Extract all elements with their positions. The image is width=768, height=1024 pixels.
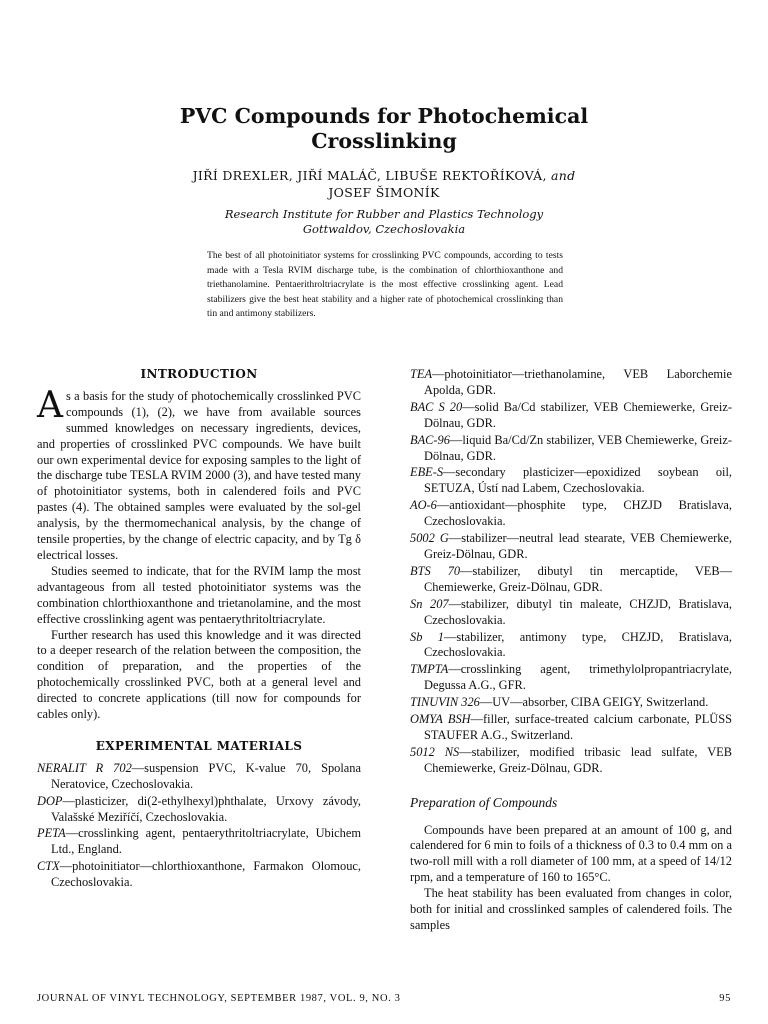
material-item (410, 597, 732, 629)
material-name: BAC S 20 (410, 399, 463, 414)
material-item (410, 695, 732, 711)
preparation-heading: Preparation of Compounds (410, 794, 558, 810)
material-name: PETA (37, 826, 66, 841)
authors-line2: JOSEF ŠIMONÍK (328, 185, 440, 200)
material-item (410, 630, 732, 662)
material-name: TINUVIN 326 (410, 695, 480, 710)
intro-paragraph-1 (37, 384, 361, 564)
material-item (410, 564, 732, 596)
introduction-heading: INTRODUCTION (140, 367, 258, 381)
drop-cap: A (37, 384, 63, 426)
page-number: 95 (719, 993, 731, 1004)
material-name: BAC-96 (410, 432, 450, 447)
material-desc: —stabilizer, modified tribasic lead sulfate, VEB Chemiewerke, Greiz-Dölnau, GDR. (424, 744, 732, 775)
preparation-paragraph-1: Compounds have been prepared at an amount of 100 g, and calendered for 6 min to foils of a thickness of 0.3 to 0.4 mm on a two-roll mill with a roll diameter of 100 mm, at a speed of 14/12 rpm, and a temperature of 160 to 165°C. (410, 822, 732, 885)
material-name: 5002 G (410, 531, 449, 546)
material-desc: —crosslinking agent, pentaerythritoltriacrylate, Ubichem Ltd., England. (51, 826, 361, 857)
material-item (410, 662, 732, 694)
material-item (410, 745, 732, 777)
materials-list-right (410, 367, 732, 777)
material-desc: —stabilizer—neutral lead stearate, VEB Chemiewerke, Greiz-Dölnau, GDR. (424, 531, 732, 561)
material-name: TMPTA (410, 662, 449, 677)
material-item (410, 498, 732, 530)
affiliation-line2: Gottwaldov, Czechoslovakia (302, 222, 466, 236)
journal-citation: JOURNAL OF VINYL TECHNOLOGY, SEPTEMBER 1987, VOL. 9, NO. 3 (37, 993, 401, 1004)
material-item (410, 433, 732, 465)
material-desc: —solid Ba/Cd stabilizer, VEB Chemiewerke, Greiz-Dölnau, GDR. (424, 399, 732, 430)
material-name: TEA (410, 367, 433, 381)
material-desc: —plasticizer, di(2-ethylhexyl)phthalate, Urxovy závody, Valašské Meziříčí, Czechoslovakia. (51, 793, 361, 824)
left-column (37, 367, 361, 892)
material-name: Sb 1 (410, 629, 444, 644)
right-column (410, 367, 732, 934)
materials-heading: EXPERIMENTAL MATERIALS (95, 738, 303, 753)
material-item (410, 531, 732, 563)
material-name: Sn 207 (410, 596, 449, 611)
authors-line1: JIŘÍ DREXLER, JIŘÍ MALÁČ, LIBUŠE REKTOŘÍKOVÁ, (192, 168, 547, 183)
material-name: OMYA BSH (410, 712, 471, 727)
material-name: BTS 70 (410, 563, 461, 578)
material-desc: —antioxidant—phosphite type, CHZJD Bratislava, Czechoslovakia. (424, 498, 732, 529)
preparation-paragraph-2: The heat stability has been evaluated from changes in color, both for initial and crosslinked samples of calendered foils. The samples (410, 886, 732, 932)
material-desc: —filler, surface-treated calcium carbonate, PLÜSS STAUFER A.G., Switzerland. (424, 712, 732, 742)
material-desc: —photoinitiator—chlorthioxanthone, Farmakon Olomouc, Czechoslovakia. (51, 859, 361, 890)
authors (120, 167, 648, 201)
material-desc: —secondary plasticizer—epoxidized soybean oil, SETUZA, Ústí nad Labem, Czechoslovakia. (424, 465, 732, 496)
page-title: PVC Compounds for Photochemical Crosslinking (179, 104, 589, 153)
material-desc: —stabilizer, dibutyl tin maleate, CHZJD, Bratislava, Czechoslovakia. (424, 596, 733, 627)
material-item (410, 712, 732, 744)
material-item (37, 761, 361, 793)
material-desc: —suspension PVC, K-value 70, Spolana Neratovice, Czechoslovakia. (51, 760, 361, 791)
material-desc: —stabilizer, antimony type, CHZJD, Bratislava, Czechoslovakia. (424, 629, 733, 660)
material-desc: —photoinitiator—triethanolamine, VEB Laborchemie Apolda, GDR. (424, 367, 732, 397)
intro-paragraph-1-text: s a basis for the study of photochemically crosslinked PVC compounds (1), (2), we have from available sources summed knowledges on necessary ingredients, devices, and properties of crosslinked PVC compounds. We have built our own experimental device for exposing samples to the light of the discharge tube TESLA RVIM 2000 (3), and have tested many of photoinitiator systems, both in calendered foils and PVC pastes (4). The obtained samples were evaluated by the sol-gel analysis, by the thermomechanical analysis, by the change of tensile properties, by the change of electric capacity, and by Tg δ electrical losses. (37, 388, 361, 562)
material-name: AO-6 (410, 498, 437, 513)
affiliation-line1: Research Institute for Rubber and Plastics Technology (224, 207, 544, 221)
material-item (37, 859, 361, 891)
material-desc: —crosslinking agent, trimethylolpropantriacrylate, Degussa A.G., GFR. (424, 662, 732, 693)
materials-list-left (37, 761, 361, 891)
material-name: DOP (37, 793, 63, 808)
material-item (410, 400, 732, 432)
material-desc: —liquid Ba/Cd/Zn stabilizer, VEB Chemiewerke, Greiz-Dölnau, GDR. (424, 432, 732, 463)
intro-paragraph-3: Further research has used this knowledge and it was directed to a deeper research of the relation between the composition, the condition of preparation, and the properties of the photochemically crosslinked PVC, both at a general level and directed to concrete applications (till now for compounds for cables only). (37, 627, 361, 722)
material-desc: —stabilizer, dibutyl tin mercaptide, VEB—Chemiewerke, Greiz-Dölnau, GDR. (424, 563, 732, 594)
authors-and: and (551, 168, 576, 183)
material-name: CTX (37, 859, 60, 874)
material-item (410, 465, 732, 497)
material-name: 5012 NS (410, 744, 460, 759)
intro-paragraph-2: Studies seemed to indicate, that for the RVIM lamp the most advantageous from all tested photoinitiator systems was the combination chlorthioxanthone and trietanolamine, and the most effective crosslinking agent was pentaerythritoltriacrylate. (37, 563, 361, 626)
affiliation (150, 207, 618, 237)
material-name: EBE-S (410, 465, 444, 480)
page-footer (37, 993, 731, 1004)
material-desc: —UV—absorber, CIBA GEIGY, Switzerland. (479, 695, 709, 710)
material-item (37, 826, 361, 858)
material-name: NERALIT R 702 (37, 760, 132, 775)
abstract: The best of all photoinitiator systems for crosslinking PVC compounds, according to tests made with a Tesla RVIM discharge tube, is the combination of chlorthioxanthone and triethanolamine. Pentaerithroltriacrylate is the most effective crosslinking agent. Lead stabilizers give the best heat stability and a higher rate of photochemical crosslinking than tin and antimony stabilizers. (207, 250, 563, 319)
material-item (37, 794, 361, 826)
material-item (410, 367, 732, 399)
